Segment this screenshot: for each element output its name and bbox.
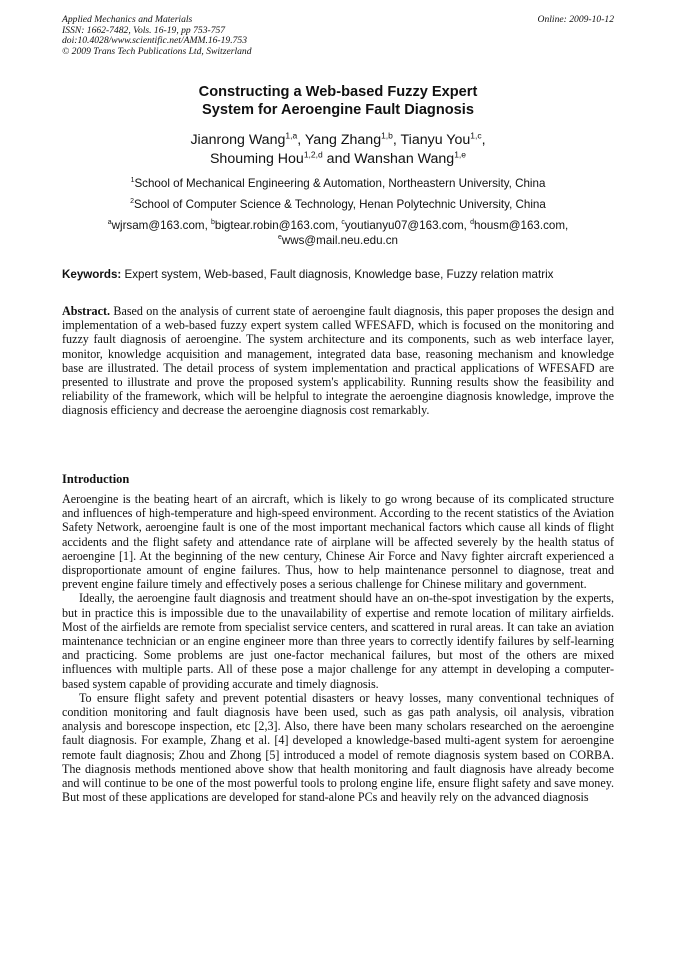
author-name: Wanshan Wang	[354, 151, 455, 167]
email-sup: b	[211, 219, 215, 227]
email-address: wjrsam@163.com,	[111, 219, 212, 232]
email-address: wws@mail.neu.edu.cn	[281, 234, 399, 247]
affiliation-1	[62, 176, 614, 191]
journal-issn: ISSN: 1662-7482, Vols. 16-19, pp 753-757	[62, 24, 226, 36]
author-list	[62, 131, 614, 169]
paper-title	[62, 83, 614, 119]
introduction-body	[62, 492, 614, 804]
abstract	[62, 304, 614, 418]
online-date: Online: 2009-10-12	[537, 14, 614, 25]
keywords-label: Keywords:	[62, 268, 122, 281]
email-sup: d	[470, 219, 474, 227]
journal-info	[62, 15, 252, 57]
abstract-text: Based on the analysis of current state of aeroengine fault diagnosis, this paper proposes the design and implementation of a web-based fuzzy expert system called WFESAFD, which is focused on the monitoring and fuzzy fault diagnosis of aeroengine. The system architecture and its components, such as web interface layer, monitor, knowledge acquisition and management, integrated data base, reasoning mechanism and knowledge base are illustrated. The detail process of system implementation and practical applications of WFESAFD are presented to illustrate and prove the proposed system's applicability. Running results show the feasibility and reliability of the framework, which will be helpful to integrate the aeroengine diagnosis knowledge, improve the diagnosis efficiency and decrease the aeroengine diagnosis cost remarkably.	[62, 304, 614, 418]
author-conjunction: and	[322, 151, 355, 167]
paragraph: Ideally, the aeroengine fault diagnosis and treatment should have an on-the-spot investigation by the experts, but in practice this is impossible due to the unavailability of expertise and remote location of military airfields. Most of the airfields are remote from specialist service centers, and scattered in rural areas. It can take an aviation maintenance technician or an engine engineer more than three years to correctly identify failures by self-learning and practicing. Some problems are just one-factor mechanical failures, but most of the others are mixed influences with multiple parts. All of these pose a major challenge for any attempt in developing a computer-based system capable of providing accurate and timely diagnosis.	[62, 591, 614, 691]
author-separator: ,	[481, 132, 486, 148]
email-sup: a	[107, 219, 112, 227]
affiliation-sup: 1	[130, 177, 135, 185]
email-address: bigtear.robin@163.com,	[214, 219, 342, 232]
section-heading-introduction: Introduction	[62, 472, 130, 486]
title-line-1: Constructing a Web-based Fuzzy Expert	[198, 84, 478, 100]
keywords	[62, 267, 614, 282]
affiliation-2	[62, 197, 614, 212]
journal-name: Applied Mechanics and Materials	[62, 14, 193, 25]
author-sup: 1,c	[470, 130, 482, 141]
title-line-2: System for Aeroengine Fault Diagnosis	[202, 102, 474, 118]
paragraph: To ensure flight safety and prevent potential disasters or heavy losses, many conventional techniques of condition monitoring and fault diagnosis have been used, such as gas path analysis, oil analysis, vibration analysis and borescope inspection, etc [2,3]. Also, there have been many scholars researched on the aeroengine fault diagnosis. For example, Zhang et al. [4] developed a knowledge-based multi-agent system for aeroengine remote fault diagnosis; Zhou and Zhong [5] introduced a model of remote diagnosis system based on CORBA. The diagnosis methods mentioned above show that health monitoring and fault diagnosis have already become and will continue to be one of the most powerful tools to prolong engine life, ensure flight safety and save money. But most of these applications are developed for stand-alone PCs and heavily rely on the advanced diagnosis	[62, 690, 614, 805]
author-name: Tianyu You	[400, 132, 471, 148]
journal-doi: doi:10.4028/www.scientific.net/AMM.16-19.753	[62, 35, 248, 46]
abstract-label: Abstract.	[62, 304, 111, 318]
author-line-2	[62, 150, 614, 169]
author-separator: ,	[297, 132, 305, 148]
author-emails	[62, 218, 614, 248]
author-separator: ,	[392, 132, 401, 148]
email-line-2	[62, 233, 614, 248]
author-sup: 1,2,d	[303, 149, 323, 160]
paragraph: Aeroengine is the beating heart of an aircraft, which is likely to go wrong because of its complicated structure and influences of high-temperature and high-speed environment. According to the recent statistics of the Aviation Safety Network, aeroengine fault is one of the most important mechanical factors which cause all kinds of flight accidents and the flight safety and attendance rate of airplane will be affected severely by the health status of aeroengine [1]. At the beginning of the new century, Chinese Air Force and Navy fighter aircraft experienced a disproportionate amount of engine failures. Thus, how to help maintenance personnel to diagnose, treat and prevent engine failure timely and effectively poses a serious challenge for Chinese military and government.	[62, 492, 614, 592]
author-name: Shouming Hou	[209, 151, 304, 167]
keywords-text: Expert system, Web-based, Fault diagnosis, Knowledge base, Fuzzy relation matrix	[121, 268, 554, 281]
author-line-1	[62, 131, 614, 150]
author-name: Jianrong Wang	[190, 132, 286, 148]
email-sup: c	[341, 219, 345, 227]
email-address: housm@163.com,	[473, 219, 569, 232]
journal-copyright: © 2009 Trans Tech Publications Ltd, Switzerland	[62, 45, 252, 57]
affiliation-text: School of Computer Science & Technology, Henan Polytechnic University, China	[134, 198, 546, 211]
author-sup: 1,b	[381, 130, 393, 141]
email-sup: e	[277, 234, 282, 242]
author-sup: 1,a	[285, 130, 298, 141]
affiliation-text: School of Mechanical Engineering & Automation, Northeastern University, China	[134, 177, 546, 190]
author-sup: 1,e	[454, 149, 467, 160]
email-line-1	[62, 218, 614, 233]
author-name: Yang Zhang	[304, 132, 382, 148]
affiliation-sup: 2	[130, 198, 135, 206]
email-address: youtianyu07@163.com,	[344, 219, 471, 232]
journal-header	[62, 15, 614, 57]
